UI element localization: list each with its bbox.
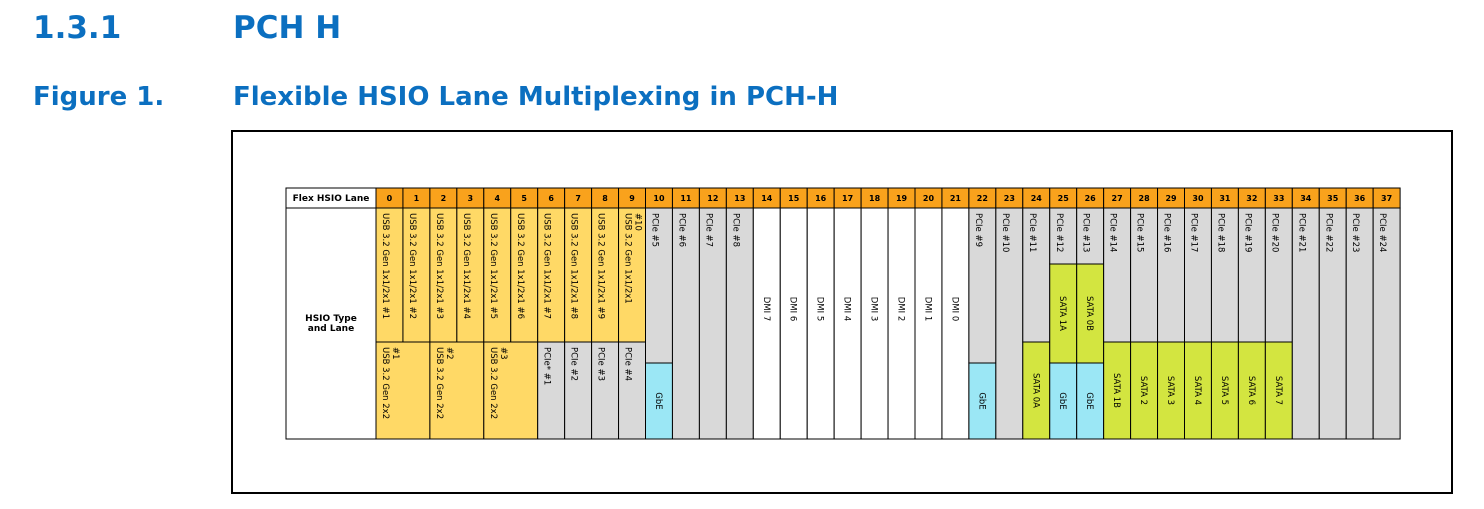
- lane-number-9: 9: [629, 194, 635, 203]
- lane-number-29: 29: [1165, 194, 1177, 203]
- label-pcie-9-lane-22: PCIe #9: [972, 213, 983, 248]
- label-sata-0a-lane-24: SATA 0A: [1030, 373, 1041, 408]
- lane-number-16: 16: [815, 194, 827, 203]
- label-usb-3-2-gen-2x2-3-lane-4: USB 3.2 Gen 2x2#3: [487, 347, 508, 420]
- label-sata-1b-lane-27: SATA 1B: [1111, 373, 1122, 408]
- lane-number-3: 3: [467, 194, 474, 203]
- lane-number-28: 28: [1138, 194, 1150, 203]
- lane-number-2: 2: [440, 194, 447, 203]
- hsio-lane-diagram: [233, 132, 1451, 492]
- lane-number-20: 20: [922, 194, 935, 203]
- label-usb-3-2-gen-1x1-2x1-1-lane-0: USB 3.2 Gen 1x1/2x1 #1: [380, 213, 390, 320]
- lane-number-32: 32: [1246, 194, 1258, 203]
- label-dmi-0-lane-21: DMI 0: [949, 296, 960, 322]
- label-pcie-17-lane-30: PCIe #17: [1188, 213, 1199, 253]
- label-dmi-4-lane-17: DMI 4: [841, 296, 852, 322]
- section-number: 1.3.1: [33, 10, 122, 46]
- label-pcie-14-lane-27: PCIe #14: [1107, 213, 1118, 253]
- label-gbe-lane-22: GbE: [976, 392, 987, 410]
- figure-frame: [231, 130, 1453, 494]
- cell-dmi-1-lane-20: [915, 208, 942, 439]
- lane-number-15: 15: [788, 194, 800, 203]
- label-usb-3-2-gen-1x1-2x1-4-lane-3: USB 3.2 Gen 1x1/2x1 #4: [460, 213, 471, 320]
- cell-dmi-6-lane-15: [780, 208, 807, 439]
- label-sata-5-lane-31: SATA 5: [1218, 375, 1229, 406]
- lane-number-18: 18: [869, 194, 881, 203]
- lane-number-31: 31: [1219, 194, 1231, 203]
- label-gbe-lane-26: GbE: [1084, 392, 1095, 410]
- label-pcie-22-lane-35: PCIe #22: [1323, 213, 1334, 253]
- label-pcie-1-lane-6: PCIe* #1: [541, 347, 552, 386]
- label-sata-1a-lane-25: SATA 1A: [1057, 296, 1068, 331]
- lane-number-5: 5: [521, 194, 528, 203]
- label-gbe-lane-25: GbE: [1057, 392, 1068, 410]
- hsio-type-label-line1: HSIO Type: [305, 314, 357, 324]
- label-pcie-2-lane-7: PCIe #2: [568, 347, 579, 382]
- label-pcie-16-lane-29: PCIe #16: [1161, 213, 1172, 253]
- lane-number-0: 0: [386, 194, 393, 203]
- section-title: PCH H: [233, 10, 342, 46]
- label-dmi-6-lane-15: DMI 6: [787, 296, 798, 322]
- label-pcie-8-lane-13: PCIe #8: [730, 213, 741, 248]
- label-usb-3-2-gen-1x1-2x1-3-lane-2: USB 3.2 Gen 1x1/2x1 #3: [433, 213, 444, 320]
- label-sata-3-lane-29: SATA 3: [1165, 375, 1176, 406]
- label-pcie-13-lane-26: PCIe #13: [1080, 213, 1091, 253]
- label-dmi-7-lane-14: DMI 7: [760, 296, 771, 322]
- lane-number-26: 26: [1084, 194, 1096, 203]
- label-pcie-4-lane-9: PCIe #4: [622, 347, 633, 382]
- cell-dmi-7-lane-14: [753, 208, 780, 439]
- lane-number-19: 19: [895, 194, 908, 203]
- label-gbe-lane-10: GbE: [652, 392, 663, 410]
- lane-number-8: 8: [602, 194, 608, 203]
- label-usb-3-2-gen-1x1-2x1-6-lane-5: USB 3.2 Gen 1x1/2x1 #6: [514, 213, 525, 320]
- lane-number-36: 36: [1354, 194, 1366, 203]
- label-pcie-23-lane-36: PCIe #23: [1350, 213, 1361, 253]
- lane-number-30: 30: [1192, 194, 1204, 203]
- label-dmi-3-lane-18: DMI 3: [868, 296, 879, 322]
- lane-number-25: 25: [1057, 194, 1069, 203]
- label-pcie-12-lane-25: PCIe #12: [1053, 213, 1064, 253]
- lane-number-10: 10: [653, 194, 665, 203]
- flex-lane-label: Flex HSIO Lane: [292, 194, 370, 204]
- lane-number-4: 4: [494, 194, 501, 203]
- label-sata-7-lane-33: SATA 7: [1272, 375, 1283, 406]
- label-pcie-6-lane-11: PCIe #6: [676, 213, 687, 248]
- label-pcie-24-lane-37: PCIe #24: [1377, 213, 1388, 253]
- lane-number-37: 37: [1381, 194, 1393, 203]
- lane-number-17: 17: [842, 194, 854, 203]
- label-usb-3-2-gen-1x1-2x1-5-lane-4: USB 3.2 Gen 1x1/2x1 #5: [487, 213, 498, 320]
- label-pcie-10-lane-23: PCIe #10: [999, 213, 1010, 253]
- label-pcie-18-lane-31: PCIe #18: [1215, 213, 1226, 253]
- lane-number-12: 12: [707, 194, 719, 203]
- label-usb-3-2-gen-2x2-2-lane-2: USB 3.2 Gen 2x2#2: [433, 347, 454, 420]
- label-sata-0b-lane-26: SATA 0B: [1084, 296, 1095, 331]
- lane-number-6: 6: [548, 194, 554, 203]
- label-sata-6-lane-32: SATA 6: [1245, 375, 1256, 406]
- label-pcie-21-lane-34: PCIe #21: [1296, 213, 1307, 253]
- lane-number-27: 27: [1111, 194, 1123, 203]
- lane-number-21: 21: [949, 194, 961, 203]
- label-usb-3-2-gen-1x1-2x1-9-lane-8: USB 3.2 Gen 1x1/2x1 #9: [595, 213, 606, 320]
- label-usb-3-2-gen-1x1-2x1-7-lane-6: USB 3.2 Gen 1x1/2x1 #7: [541, 213, 552, 320]
- label-usb-3-2-gen-1x1-2x1-2-lane-1: USB 3.2 Gen 1x1/2x1 #2: [406, 213, 417, 320]
- label-usb-3-2-gen-2x2-1-lane-0: USB 3.2 Gen 2x2#1: [380, 347, 400, 420]
- label-pcie-19-lane-32: PCIe #19: [1242, 213, 1253, 253]
- label-sata-2-lane-28: SATA 2: [1138, 375, 1149, 406]
- label-pcie-15-lane-28: PCIe #15: [1134, 213, 1145, 253]
- lane-number-34: 34: [1300, 194, 1312, 203]
- lane-number-1: 1: [413, 194, 420, 203]
- label-dmi-2-lane-19: DMI 2: [895, 296, 906, 322]
- label-pcie-20-lane-33: PCIe #20: [1269, 213, 1280, 253]
- lane-number-33: 33: [1273, 194, 1285, 203]
- lane-number-11: 11: [680, 194, 692, 203]
- label-pcie-11-lane-24: PCIe #11: [1026, 213, 1037, 253]
- cell-dmi-4-lane-17: [834, 208, 861, 439]
- figure-number: Figure 1.: [33, 82, 165, 112]
- cell-dmi-2-lane-19: [888, 208, 915, 439]
- label-dmi-1-lane-20: DMI 1: [922, 296, 933, 322]
- lane-number-23: 23: [1003, 194, 1015, 203]
- lane-number-7: 7: [575, 194, 581, 203]
- cell-dmi-0-lane-21: [942, 208, 969, 439]
- label-usb-3-2-gen-1x1-2x1-8-lane-7: USB 3.2 Gen 1x1/2x1 #8: [568, 213, 579, 320]
- hsio-type-label-line2: and Lane: [307, 324, 355, 334]
- lane-number-35: 35: [1327, 194, 1339, 203]
- lane-number-14: 14: [761, 194, 773, 203]
- figure-title: Flexible HSIO Lane Multiplexing in PCH-H: [233, 82, 839, 112]
- label-pcie-3-lane-8: PCIe #3: [595, 347, 606, 382]
- label-sata-4-lane-30: SATA 4: [1191, 375, 1202, 406]
- label-usb-3-2-gen-1x1-2x1-10-lane-9: USB 3.2 Gen 1x1/2x1#10: [622, 213, 643, 304]
- cell-dmi-5-lane-16: [807, 208, 834, 439]
- lane-number-24: 24: [1030, 194, 1042, 203]
- cell-dmi-3-lane-18: [861, 208, 888, 439]
- lane-number-22: 22: [976, 194, 988, 203]
- label-dmi-5-lane-16: DMI 5: [814, 296, 825, 322]
- label-pcie-5-lane-10: PCIe #5: [649, 213, 660, 248]
- label-pcie-7-lane-12: PCIe #7: [703, 213, 714, 248]
- lane-number-13: 13: [734, 194, 746, 203]
